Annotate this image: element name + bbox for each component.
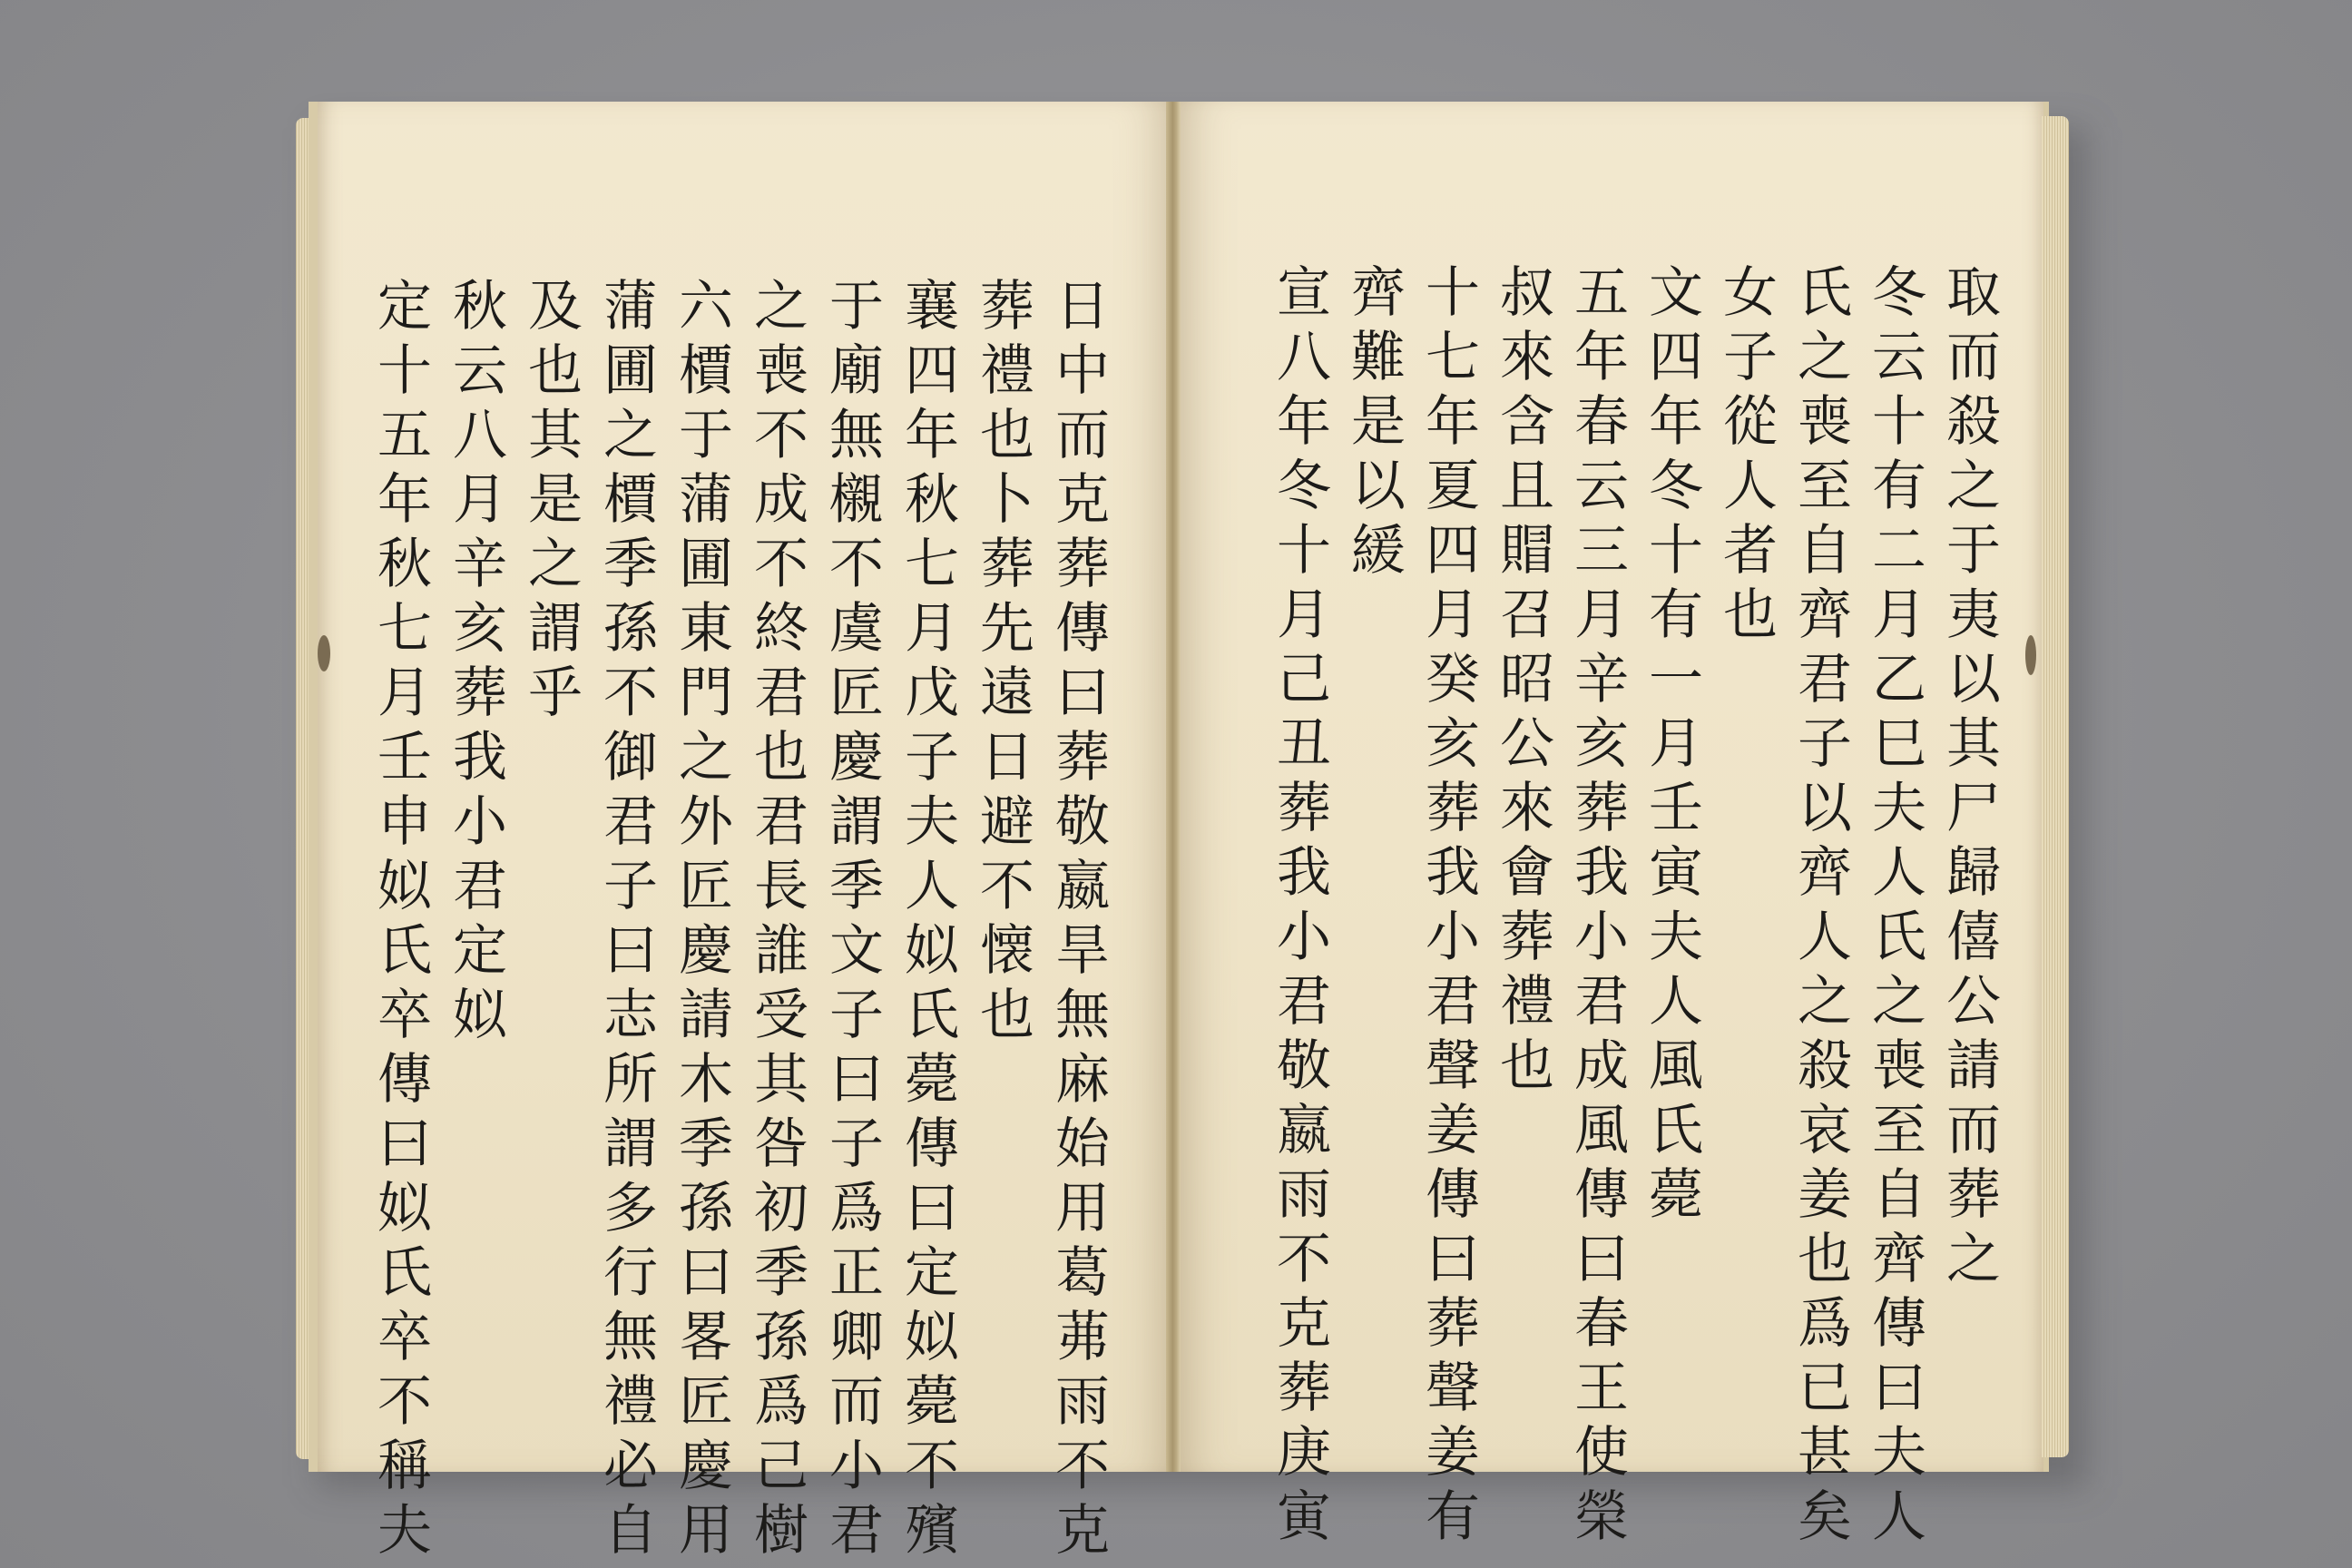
left-column-7: 蒲圃之檟季孫不御君子曰志所謂多行無禮必自	[594, 277, 658, 1565]
right-column-8: 十七年夏四月癸亥葬我小君聲姜傳曰葬聲姜有	[1416, 263, 1480, 1552]
left-column-5: 之喪不成不終君也君長誰受其咎初季孫爲己樹	[745, 277, 808, 1565]
right-page-edges	[2042, 116, 2069, 1457]
right-column-10: 宣八年冬十月己丑葬我小君敬嬴雨不克葬庚寅	[1268, 263, 1331, 1552]
book-gutter	[1166, 102, 1181, 1472]
left-column-1: 日中而克葬傳曰葬敬嬴旱無麻始用葛茀雨不克	[1046, 277, 1110, 1565]
right-column-4: 女子從人者也	[1714, 263, 1778, 650]
right-column-9: 齊難是以緩	[1342, 263, 1406, 585]
left-page	[309, 102, 1172, 1472]
left-column-2: 葬禮也卜葬先遠日避不懐也	[971, 277, 1034, 1050]
binding-stitch	[2025, 635, 2036, 675]
left-column-6: 六檟于蒲圃東門之外匠慶請木季孫曰畧匠慶用	[670, 277, 733, 1565]
binding-stitch	[318, 635, 330, 671]
left-column-10: 定十五年秋七月壬申姒氏卒傳曰姒氏卒不稱夫	[368, 277, 432, 1565]
right-column-3: 氏之喪至自齊君子以齊人之殺哀姜也爲已甚矣	[1788, 263, 1852, 1552]
left-column-3: 襄四年秋七月戊子夫人姒氏薨傳曰定姒薨不殯	[896, 277, 959, 1565]
right-column-1: 取而殺之于夷以其尸歸僖公請而葬之	[1937, 263, 2001, 1294]
left-column-4: 于廟無櫬不虞匠慶謂季文子曰子爲正卿而小君	[820, 277, 884, 1565]
left-column-9: 秋云八月辛亥葬我小君定姒	[444, 277, 507, 1050]
right-column-5: 文四年冬十有一月壬寅夫人風氏薨	[1640, 263, 1703, 1230]
right-column-7: 叔來含且賵召昭公來會葬禮也	[1491, 263, 1554, 1101]
left-column-8: 及也其是之謂乎	[519, 277, 583, 728]
right-column-6: 五年春云三月辛亥葬我小君成風傳曰春王使榮	[1565, 263, 1629, 1552]
right-column-2: 冬云十有二月乙巳夫人氏之喪至自齊傳曰夫人	[1863, 263, 1926, 1552]
